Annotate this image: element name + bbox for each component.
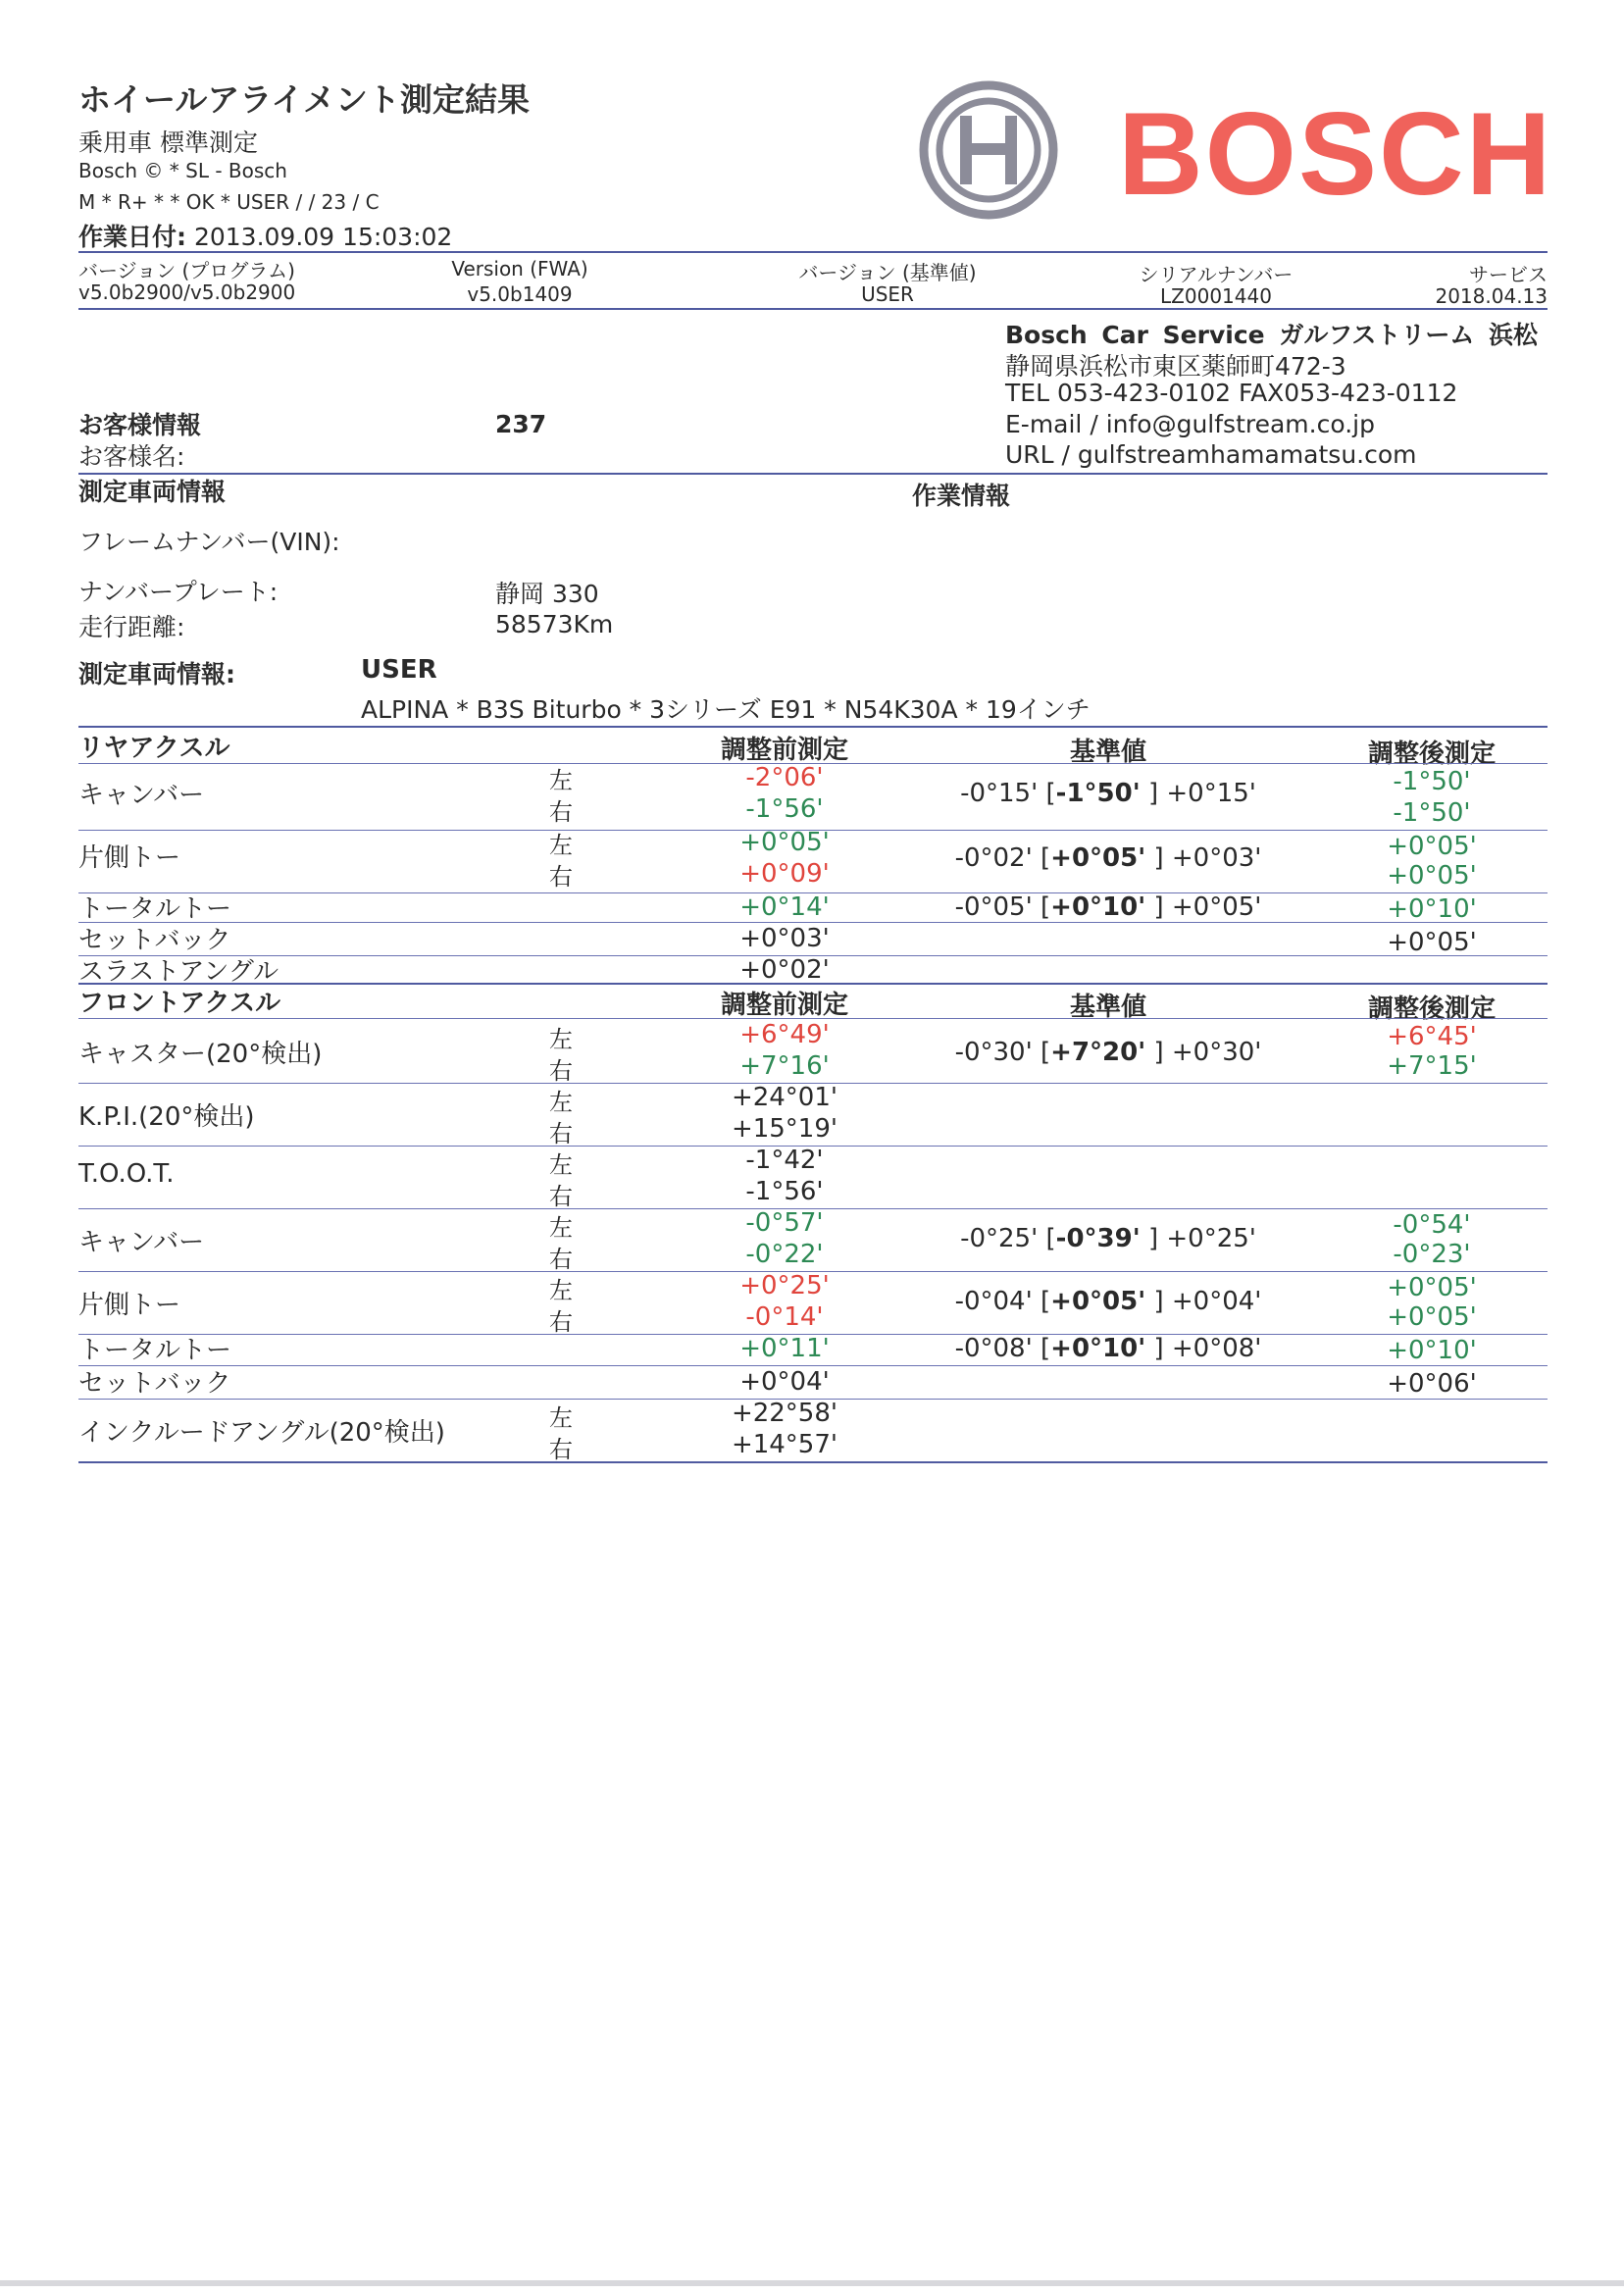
- side-left: 左: [549, 832, 573, 859]
- plate-label: ナンバープレート:: [78, 578, 279, 606]
- front-toe-after-right: +0°05': [1387, 1302, 1477, 1332]
- front-toe-before-left: +0°25': [739, 1271, 830, 1300]
- front-kpi-before-left: +24°01': [731, 1083, 838, 1112]
- rear-spec-header: 基準値: [1069, 738, 1146, 767]
- rear-total-toe-label: トータルトー: [78, 894, 232, 924]
- front-total-toe-before: +0°11': [739, 1334, 830, 1363]
- front-included-angle-before-right: +14°57': [731, 1430, 838, 1459]
- rear-total-toe-before: +0°14': [739, 892, 830, 922]
- shop-email: E-mail / info@gulfstream.co.jp: [1005, 410, 1375, 438]
- work-date: [78, 218, 452, 253]
- side-right: 右: [549, 1057, 573, 1085]
- bosch-wordmark: BOSCH: [1118, 88, 1553, 220]
- front-camber-spec: -0°25' [-0°39' ] +0°25': [960, 1224, 1256, 1253]
- side-right: 右: [549, 1246, 573, 1273]
- rear-toe-before-left: +0°05': [739, 828, 830, 857]
- side-right: 右: [549, 1308, 573, 1336]
- front-included-angle-before-left: +22°58': [731, 1399, 838, 1428]
- rear-camber-before-right: -1°56': [745, 794, 824, 824]
- rear-toe-before-right: +0°09': [739, 859, 830, 889]
- front-camber-after-right: -0°23': [1393, 1240, 1471, 1269]
- shop-tel: TEL 053-423-0102 FAX053-423-0112: [1005, 379, 1458, 407]
- rear-setback-after: +0°05': [1387, 928, 1477, 957]
- customer-info-label: お客様情報: [78, 411, 202, 439]
- side-right: 右: [549, 863, 573, 891]
- front-total-toe-after: +0°10': [1387, 1336, 1477, 1365]
- mileage-label: 走行距離:: [78, 613, 185, 641]
- front-camber-before-left: -0°57': [745, 1208, 824, 1238]
- version-spec-label: バージョン (基準値): [798, 261, 977, 284]
- customer-name-label: お客様名:: [78, 442, 185, 471]
- service-label: サービス: [1469, 263, 1548, 286]
- rear-before-header: 調整前測定: [720, 736, 848, 765]
- bosch-armature-icon: [917, 78, 1060, 222]
- front-caster-after-right: +7°15': [1387, 1051, 1477, 1081]
- shop-url: URL / gulfstreamhamamatsu.com: [1005, 440, 1417, 469]
- work-date-label: 作業日付:: [78, 223, 186, 251]
- side-right: 右: [549, 1436, 573, 1463]
- front-toot-before-right: -1°56': [745, 1177, 824, 1206]
- rear-axle-title: リヤアクスル: [78, 734, 230, 763]
- front-kpi-before-right: +15°19': [731, 1114, 838, 1144]
- rear-camber-before-left: -2°06': [745, 763, 824, 792]
- side-right: 右: [549, 1120, 573, 1147]
- side-left: 左: [549, 1026, 573, 1053]
- vehicle-model: ALPINA * B3S Biturbo * 3シリーズ E91 * N54K30A * 19インチ: [361, 695, 1091, 724]
- rear-camber-label: キャンバー: [78, 781, 205, 810]
- vin-label: フレームナンバー(VIN):: [78, 528, 340, 556]
- report-title: ホイールアライメント測定結果: [78, 80, 531, 119]
- rear-camber-after-right: -1°50': [1393, 798, 1471, 828]
- front-caster-after-left: +6°45': [1387, 1022, 1477, 1051]
- front-camber-after-left: -0°54': [1393, 1210, 1471, 1240]
- version-fwa-label: Version (FWA): [451, 257, 588, 280]
- front-before-header: 調整前測定: [720, 991, 848, 1020]
- front-toe-spec: -0°04' [+0°05' ] +0°04': [954, 1287, 1262, 1316]
- side-left: 左: [549, 1214, 573, 1242]
- serial-number-label: シリアルナンバー: [1139, 263, 1294, 286]
- rear-toe-after-right: +0°05': [1387, 861, 1477, 891]
- front-kpi-label: K.P.I.(20°検出): [78, 1102, 255, 1132]
- customer-info-value: 237: [495, 410, 547, 438]
- service-value: 2018.04.13: [1435, 284, 1548, 308]
- front-after-header: 調整後測定: [1367, 994, 1496, 1024]
- version-program-value: v5.0b2900/v5.0b2900: [78, 280, 296, 304]
- page-edge: [0, 2280, 1624, 2286]
- front-toe-label: 片側トー: [78, 1291, 181, 1320]
- rear-setback-before: +0°03': [739, 924, 830, 953]
- front-camber-before-right: -0°22': [745, 1240, 824, 1269]
- version-program-label: バージョン (プログラム): [78, 259, 295, 282]
- rear-thrust-before: +0°02': [739, 955, 830, 985]
- header-line-bosch: Bosch © * SL - Bosch: [78, 159, 287, 182]
- front-spec-header: 基準値: [1069, 993, 1146, 1022]
- rear-setback-label: セットバック: [78, 926, 231, 955]
- rear-after-header: 調整後測定: [1367, 739, 1496, 769]
- work-info-label: 作業情報: [912, 482, 1011, 510]
- front-caster-label: キャスター(20°検出): [78, 1040, 323, 1069]
- rear-toe-label: 片側トー: [78, 843, 181, 873]
- front-toe-after-left: +0°05': [1387, 1273, 1477, 1302]
- front-total-toe-spec: -0°08' [+0°10' ] +0°08': [954, 1334, 1262, 1363]
- rear-toe-spec: -0°02' [+0°05' ] +0°03': [954, 843, 1262, 873]
- front-axle-title: フロントアクスル: [78, 989, 281, 1018]
- front-setback-label: セットバック: [78, 1369, 231, 1399]
- side-right: 右: [549, 798, 573, 826]
- rear-total-toe-after: +0°10': [1387, 894, 1477, 924]
- front-toot-before-left: -1°42': [745, 1146, 824, 1175]
- shop-address: 静岡県浜松市東区薬師町472-3: [1005, 352, 1346, 381]
- front-toot-label: T.O.O.T.: [78, 1159, 175, 1189]
- side-left: 左: [549, 767, 573, 794]
- work-date-value: 2013.09.09 15:03:02: [193, 223, 453, 251]
- report-subtitle: 乗用車 標準測定: [78, 128, 258, 157]
- version-fwa-value: v5.0b1409: [467, 282, 573, 306]
- side-left: 左: [549, 1151, 573, 1179]
- front-caster-before-left: +6°49': [739, 1020, 830, 1049]
- vehicle-spec-label: 測定車両情報:: [78, 660, 235, 688]
- rear-camber-after-left: -1°50': [1393, 767, 1471, 796]
- front-caster-spec: -0°30' [+7°20' ] +0°30': [954, 1038, 1262, 1067]
- rear-camber-spec: -0°15' [-1°50' ] +0°15': [960, 779, 1256, 808]
- version-spec-value: USER: [861, 282, 914, 306]
- front-included-angle-label: インクルードアングル(20°検出): [78, 1418, 445, 1448]
- front-toe-before-right: -0°14': [745, 1302, 824, 1332]
- front-setback-after: +0°06': [1387, 1369, 1477, 1399]
- front-total-toe-label: トータルトー: [78, 1336, 232, 1365]
- front-setback-before: +0°04': [739, 1367, 830, 1397]
- side-left: 左: [549, 1277, 573, 1304]
- plate-value: 静岡 330: [495, 580, 599, 608]
- serial-number-value: LZ0001440: [1160, 284, 1272, 308]
- front-caster-before-right: +7°16': [739, 1051, 830, 1081]
- side-left: 左: [549, 1404, 573, 1432]
- vehicle-spec-value: USER: [361, 655, 437, 685]
- rear-toe-after-left: +0°05': [1387, 832, 1477, 861]
- side-right: 右: [549, 1183, 573, 1210]
- vehicle-section-label: 測定車両情報: [78, 478, 227, 506]
- rear-total-toe-spec: -0°05' [+0°10' ] +0°05': [954, 892, 1262, 922]
- rear-thrust-label: スラストアングル: [78, 957, 279, 987]
- mileage-value: 58573Km: [495, 610, 614, 638]
- side-left: 左: [549, 1089, 573, 1116]
- header-line-mode: M * R+ * * OK * USER / / 23 / C: [78, 190, 380, 214]
- shop-name: Bosch Car Service ガルフストリーム 浜松: [1005, 321, 1539, 349]
- front-camber-label: キャンバー: [78, 1228, 205, 1257]
